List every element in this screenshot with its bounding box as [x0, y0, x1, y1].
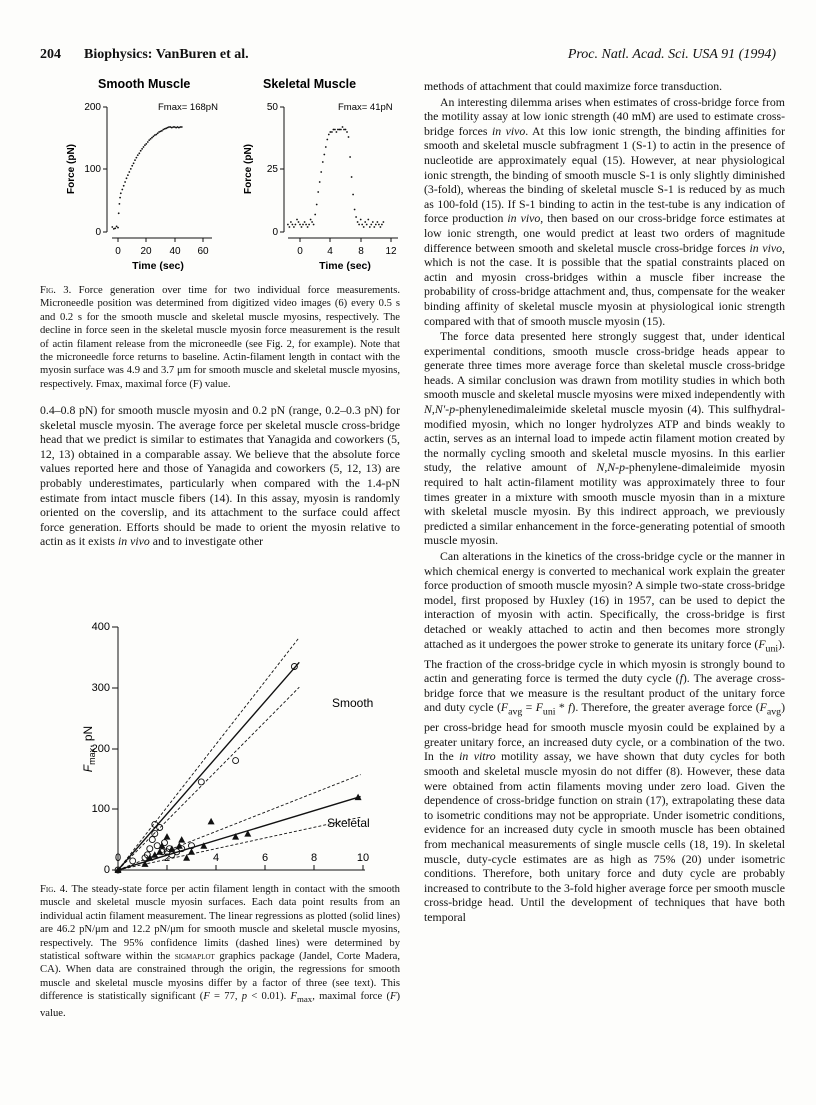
fig3-smooth-point — [128, 171, 130, 173]
fig4-ytick-label-200: 200 — [91, 743, 110, 755]
fig3-skeletal-xtick-label-12: 12 — [385, 246, 397, 257]
figure-3-caption — [40, 284, 400, 391]
fig3-skeletal-point — [340, 129, 342, 131]
fig4-smooth-point — [147, 846, 153, 852]
fig3-skeletal-point — [322, 161, 324, 163]
left-para1-invivo: in vivo — [117, 534, 150, 549]
fig4-xtick-label-2: 2 — [163, 852, 171, 864]
left-para1-a: 0.4–0.8 pN) for smooth muscle myosin and 0.2 pN (range, 0.2–0.3 pN) for skeletal muscle myosin. The average force per skeletal muscle cross-bridge head that we predict is similar to estimates that Yanagida and coworkers (5, 12, 13) obtained in a comparable assay. We believe that the absolute force values reported here and those of Yanagida and coworkers (5, 12, 13) are probably underestimates, particularly when compared with the 1.4-pN estimate from intact muscle fibers (14). In this assay, myosin is randomly oriented on the coverslip, and its attachment to the surface could affect force generation. Efforts should be made to orient the myosin relative to actin as it exists — [40, 403, 400, 549]
fig4-smooth-upper-ci — [118, 637, 299, 870]
fig3-skeletal-point — [305, 224, 307, 226]
fig3-smooth-point — [126, 177, 128, 179]
fig4-caption-part-c: = 77, — [209, 991, 242, 1003]
fig3-smooth-xtick-label-40: 40 — [169, 246, 181, 257]
fig3-skeletal-point — [357, 221, 359, 223]
fig3-skeletal-data-points — [287, 126, 384, 228]
fig4-smooth-point — [198, 779, 204, 785]
fig3-smooth-point — [121, 189, 123, 191]
fig3-skeletal-point — [296, 219, 298, 221]
fig3-smooth-ytick-label-200: 200 — [84, 102, 101, 113]
fig3-skeletal-point — [383, 221, 385, 223]
fig3-skeletal-point — [336, 131, 338, 133]
fig4-caption-p: p — [241, 991, 248, 1003]
fig3-skeletal-point — [381, 224, 383, 226]
fig3-skeletal-xlabel: Time (sec) — [319, 260, 371, 272]
fig3-skeletal-point — [378, 224, 380, 226]
fig3-skeletal-point — [310, 219, 312, 221]
fig3-smooth-point — [127, 174, 129, 176]
fig3-smooth-point — [118, 212, 120, 214]
fig3-smooth-point — [140, 150, 142, 152]
fig4-caption-fmax: F — [290, 991, 298, 1003]
fig3-smooth-point — [119, 203, 121, 205]
page-header — [40, 47, 776, 67]
fig3-skeletal-point — [364, 221, 366, 223]
fig3-smooth-xtick-label-0: 0 — [115, 246, 121, 257]
fig3-skeletal-ytick-label-25: 25 — [266, 164, 278, 175]
fig3-skeletal-point — [380, 226, 382, 228]
fig3-skeletal-point — [307, 226, 309, 228]
fig3-smooth-point — [147, 141, 149, 143]
fig3-skeletal-point — [366, 224, 368, 226]
fig3-skeletal-point — [320, 171, 322, 173]
fig3-skeletal-point — [311, 221, 313, 223]
fig4-skeletal-point — [208, 818, 215, 825]
fig3-smooth-point — [111, 226, 113, 228]
right-para-4: Can alterations in the kinetics of the cross-bridge cycle or the manner in which chemical energy is converted to mechanical work explain the greater force production of smooth muscle myosin? A simple two-state cross-bridge model, first proposed by Huxley (16) in 1957, can be used to depict the interaction of myosin with actin. Specifically, the cross-bridge is first detached or weakly attached to actin and then becomes more strongly attached as it undergoes the power stroke to generate its unitary force $(F_{uni})$. The fraction of the cross-bridge cycle in which myosin is strongly bound to actin and generating force is termed the duty cycle (f). The average cross-bridge force that we measure is the resultant product of the unitary force and duty cycle $(F_{avg} = F_{uni} * f)$. Therefore, the greater average force $(F_{avg})$ per cross-bridge head for smooth muscle myosin could be explained by a greater unitary force, an increased duty cycle, or a combination of the two. In the in vitro motility assay, we have shown that duty cycles for both smooth and skeletal muscle myosin do not differ (8). However, these data were obtained from actin filaments moving under zero load. Given the dependence of cross-bridge function on strain (17), extrapolating these data to isometric conditions may not be appropriate. Under isometric conditions, evidence for an increased duty cycle in smooth muscle has been obtained from mechanical measurements of single muscle cells (18, 19). In skeletal muscle, duty-cycle estimates are as high as 75% (20) under isometric conditions. Therefore, both unitary force and duty cycle are probably increased to contribute to the 3-fold higher average force per smooth muscle cross-bridge head. Until the development of techniques that have both temporal — [424, 549, 785, 924]
fig4-xtick-label-4: 4 — [212, 852, 220, 864]
fig3-skeletal-point — [319, 181, 321, 183]
fig3-skeletal-point — [290, 221, 292, 223]
fig3-smooth-panel — [66, 77, 218, 272]
fig3-skeletal-point — [369, 226, 371, 228]
fig3-skeletal-point — [295, 224, 297, 226]
fig3-skeletal-point — [354, 209, 356, 211]
fig3-skeletal-point — [287, 224, 289, 226]
left-body-text — [40, 403, 400, 549]
fig3-smooth-xtick-label-60: 60 — [197, 246, 209, 257]
fig3-skeletal-point — [351, 176, 353, 178]
fig3-skeletal-point — [373, 226, 375, 228]
fig3-smooth-point — [116, 226, 118, 228]
fig3-skeletal-point — [289, 226, 291, 228]
fig3-skeletal-point — [345, 129, 347, 131]
fig3-skeletal-point — [299, 224, 301, 226]
fig3-smooth-point — [131, 165, 133, 167]
fig4-xtick-label-6: 6 — [261, 852, 269, 864]
fig3-smooth-xlabel: Time (sec) — [132, 260, 184, 272]
fig3-skeletal-point — [302, 224, 304, 226]
fig3-skeletal-xtick-label-4: 4 — [327, 246, 333, 257]
fig4-data-points — [115, 664, 362, 874]
fig3-smooth-xtick-label-20: 20 — [140, 246, 152, 257]
fig3-caption-label: Fig. 3. — [40, 285, 72, 296]
fig3-skeletal-point — [346, 131, 348, 133]
fig3-smooth-point — [141, 148, 143, 150]
fig4-caption-fmax-sub: max — [297, 994, 313, 1005]
fig3-skeletal-point — [342, 126, 344, 128]
fig3-smooth-point — [136, 157, 138, 159]
fig3-skeletal-xtick-label-8: 8 — [358, 246, 364, 257]
fig3-smooth-point — [144, 144, 146, 146]
fig4-caption-label: Fig. 4. — [40, 884, 68, 895]
fig3-smooth-point — [133, 162, 135, 164]
fig4-caption-sigmaplot: sigmaplot — [174, 951, 215, 963]
fig3-skeletal-point — [361, 224, 363, 226]
fig4-caption-F2: F — [389, 991, 397, 1003]
running-title: Biophysics: VanBuren et al. — [84, 47, 249, 62]
fig3-smooth-point — [114, 227, 116, 229]
left-para1-b: and to investigate other — [149, 534, 264, 549]
fig4-skeletal-point — [178, 836, 185, 843]
fig4-smooth-point — [130, 858, 136, 864]
fig3-smooth-point — [143, 146, 145, 148]
fig4-ylabel: $F_{max}$, pN — [81, 725, 97, 773]
fig3-skeletal-point — [314, 214, 316, 216]
fig4-caption-part-f: ) value. — [40, 991, 400, 1019]
fig3-skeletal-point — [372, 221, 374, 223]
fig4-caption-F: F — [203, 991, 210, 1003]
fig4-skeletal-label: Skeletal — [327, 816, 370, 830]
fig3-smooth-title: Smooth Muscle — [98, 77, 191, 91]
fig3-skeletal-point — [329, 131, 331, 133]
fig3-skeletal-point — [367, 219, 369, 221]
fig3-skeletal-point — [325, 146, 327, 148]
fig4-skeletal-point — [164, 833, 171, 840]
fig3-skeletal-point — [375, 224, 377, 226]
fig3-skeletal-point — [298, 221, 300, 223]
fig4-xtick-label-10: 10 — [356, 852, 370, 864]
fig3-smooth-point — [124, 181, 126, 183]
fig3-skeletal-point — [316, 204, 318, 206]
fig3-skeletal-ytick-label-50: 50 — [266, 102, 278, 113]
fig4-xtick-label-0: 0 — [114, 852, 122, 864]
fig4-skeletal-point — [156, 848, 163, 855]
fig3-smooth-point — [145, 143, 147, 145]
fig3-smooth-point — [155, 134, 157, 136]
fig3-skeletal-point — [352, 194, 354, 196]
right-para-3: The force data presented here strongly suggest that, under identical experimental conditions, smooth muscle cross-bridge heads appear to generate three times more average force than skeletal muscle cross-bridge heads. A similar conclusion was drawn from motility studies in which both smooth muscle and skeletal muscle myosins were mixed independently with N,N′-p-phenylenedimaleimide skeletal muscle myosin (4). This sulfhydral-modified myosin, which no longer hydrolyzes ATP and binds weakly to actin, serves as an internal load to impede actin filament motion created by the normally cycling smooth and skeletal muscle myosins. In this earlier study, the relative amount of N,N-p-phenylene-dimaleimide myosin required to halt actin-filament motility was approximately three to four times greater in a mixture with smooth muscle myosin than in a mixture with skeletal muscle myosin. By this indirect approach, we previously predicted a similar enhancement in the force-generating potential of smooth muscle myosin. — [424, 329, 785, 548]
journal-citation: Proc. Natl. Acad. Sci. USA 91 (1994) — [567, 47, 776, 62]
figure-3 — [40, 70, 400, 280]
fig3-skeletal-point — [370, 224, 372, 226]
fig4-ytick-label-400: 400 — [91, 621, 110, 633]
fig3-skeletal-title: Skeletal Muscle — [263, 77, 357, 91]
fig4-caption-part-a: The steady-state force per actin filament length in contact with the smooth muscle and skeletal muscle myosin surfaces. Each data point results from an individual actin filament measurement. The linear regressions as plotted (solid lines) are 46.2 pN/μm and 12.2 pN/μm for smooth muscle and skeletal muscle myosins, respectively. The 95% confidence limits (dashed lines) were determined by statistical software within the — [40, 884, 400, 963]
fig4-smooth-point — [157, 825, 163, 831]
fig3-skeletal-point — [349, 156, 351, 158]
fig3-skeletal-point — [355, 216, 357, 218]
fig3-skeletal-point — [331, 131, 333, 133]
fig4-caption-part-e: , maximal force ( — [312, 991, 390, 1003]
fig4-caption-part-d: < 0.01). — [247, 991, 291, 1003]
fig3-skeletal-point — [301, 226, 303, 228]
fig3-skeletal-point — [308, 224, 310, 226]
fig3-smooth-data-points — [111, 126, 182, 230]
fig3-skeletal-point — [292, 224, 294, 226]
fig3-skeletal-point — [348, 136, 350, 138]
fig3-smooth-fmax: Fmax= 168pN — [158, 102, 218, 113]
fig3-skeletal-point — [326, 139, 328, 141]
fig3-smooth-point — [150, 138, 152, 140]
figure-4 — [40, 615, 400, 880]
fig3-smooth-ytick-label-0: 0 — [95, 227, 101, 238]
fig4-smooth-fit-line — [118, 662, 299, 870]
fig3-smooth-point — [148, 139, 150, 141]
fig3-smooth-point — [134, 159, 136, 161]
fig3-smooth-point — [161, 130, 163, 132]
fig4-skeletal-point — [188, 848, 195, 855]
fig3-smooth-point — [181, 126, 183, 128]
fig3-skeletal-point — [317, 191, 319, 193]
fig3-skeletal-point — [363, 226, 365, 228]
fig4-ytick-label-100: 100 — [91, 803, 110, 815]
fig3-skeletal-ytick-label-0: 0 — [272, 227, 278, 238]
fig4-smooth-point — [152, 831, 158, 837]
fig4-ytick-label-0: 0 — [103, 864, 110, 876]
fig3-smooth-point — [138, 152, 140, 154]
fig3-skeletal-point — [313, 224, 315, 226]
fig3-skeletal-point — [293, 226, 295, 228]
fig4-xtick-label-8: 8 — [310, 852, 318, 864]
fig3-smooth-point — [117, 227, 119, 229]
fig4-ytick-label-300: 300 — [91, 682, 110, 694]
page-number: 204 — [40, 47, 61, 62]
right-para-1: methods of attachment that could maximize force transduction. — [424, 79, 723, 93]
fig4-smooth-point — [149, 837, 155, 843]
fig3-caption-text: Force generation over time for two individual force measurements. Microneedle position was determined from digitized video images (6) every 0.5 s and 0.2 s for the smooth muscle and skeletal muscle myosins, respectively. The decline in force seen in the skeletal muscle myosin force measurement is the result of actin filament release from the microneedle (see Fig. 2, for example). Note that the microneedle force returns to baseline. Actin-filament length in contact with the myosin surface was 4.9 and 3.7 μm for smooth muscle and skeletal muscle myosins, respectively. Fmax, maximal force (F) value. — [40, 285, 400, 390]
figure-4-caption — [40, 883, 400, 1020]
fig3-smooth-point — [137, 154, 139, 156]
fig3-smooth-point — [153, 136, 155, 138]
fig3-smooth-point — [123, 185, 125, 187]
fig3-smooth-point — [120, 192, 122, 194]
right-body-text — [424, 79, 785, 925]
fig3-skeletal-xtick-label-0: 0 — [297, 246, 303, 257]
fig3-skeletal-point — [360, 219, 362, 221]
fig3-skeletal-point — [323, 154, 325, 156]
fig3-skeletal-point — [377, 221, 379, 223]
fig4-skeletal-point — [168, 845, 175, 852]
fig4-caption-part-b: graphics package (Jandel, Corte Madera, CA). When data are constrained through the origin, the regressions for smooth muscle and skeletal muscle myosins differ by a factor of three (see text). This difference is statistically significant ( — [40, 951, 400, 1003]
fig3-skeletal-point — [304, 221, 306, 223]
fig3-smooth-ylabel: Force (pN) — [66, 144, 77, 194]
right-para-2: An interesting dilemma arises when estimates of cross-bridge force from the motility assay at low ionic strength (40 mM) are used to estimate cross-bridge forces in vivo. At this low ionic strength, the binding affinities for smooth and skeletal muscle subfragment 1 (S-1) to actin in the presence of nucleotide are approximately equal (15). However, at near physiological ionic strength, the binding of smooth muscle S-1 is only slightly diminished (3-fold), whereas the binding of skeletal muscle S-1 is reduced by as much as 100-fold (15). If S-1 binding to actin in the test-tube is any indication of force production in vivo, then based on our cross-bridge force estimates at low ionic strength, one would predict at least two orders of magnitude difference between smooth and skeletal muscle cross-bridge forces in vivo, which is not the case. It is possible that the spatial constraints placed on actin and myosin cross-bridges within a muscle fiber increase the probability of cross-bridge attachment and, thus, compensate for the weaker binding affinity of skeletal muscle myosin at physiological ionic strength compared with that of smooth muscle myosin (15). — [424, 94, 786, 328]
fig3-skeletal-point — [328, 134, 330, 136]
fig3-smooth-ytick-label-100: 100 — [84, 164, 101, 175]
fig4-smooth-label: Smooth — [332, 696, 374, 710]
fig4-regression-lines — [118, 637, 361, 870]
fig3-smooth-point — [119, 197, 121, 199]
fig3-skeletal-point — [358, 224, 360, 226]
fig4-skeletal-lower-ci — [118, 817, 361, 870]
fig3-smooth-point — [151, 137, 153, 139]
fig3-smooth-point — [130, 168, 132, 170]
fig3-skeletal-fmax: Fmax= 41pN — [338, 102, 393, 113]
fig3-smooth-point — [157, 132, 159, 134]
fig3-skeletal-ylabel: Force (pN) — [243, 144, 254, 194]
fig4-smooth-point — [233, 758, 239, 764]
fig3-skeletal-point — [334, 129, 336, 131]
fig3-skeletal-panel — [243, 77, 398, 272]
